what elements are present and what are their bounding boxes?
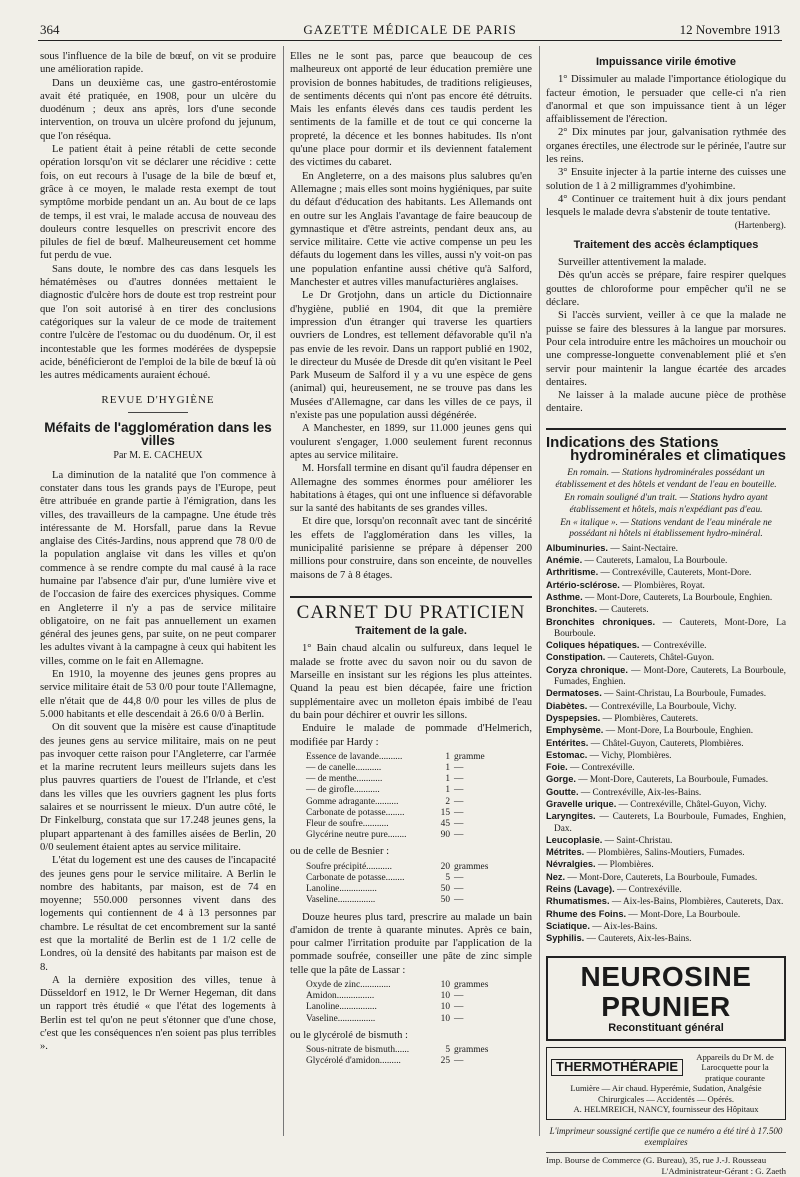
formula-unit: grammes bbox=[454, 861, 489, 872]
formula-unit: gramme bbox=[454, 751, 485, 762]
thermotherapie-advert bbox=[546, 1047, 786, 1120]
formula-row bbox=[306, 763, 532, 774]
station-places: — Cauterets. bbox=[599, 605, 649, 616]
station-condition: Dyspepsies. bbox=[546, 712, 601, 723]
station-condition: Arthritisme. bbox=[546, 567, 599, 578]
thermo-line: A. HELMREICH, NANCY, fournisseur des Hôpitaux bbox=[573, 1104, 759, 1115]
formula-name: Glycérine neutre pure........ bbox=[306, 830, 407, 841]
station-places: — Cauterets, Mont-Dore, La Bourboule. bbox=[554, 617, 786, 639]
formula-row bbox=[306, 797, 532, 808]
formula-qty: 10 bbox=[440, 1002, 450, 1013]
legend-note: En romain. — Stations hydrominérales possédant un établissement et des hôtels et vendant de l'eau en bouteille. bbox=[555, 468, 777, 490]
station-places: — Vichy, Plombières. bbox=[589, 750, 672, 761]
column-2 bbox=[290, 50, 532, 1135]
station-condition: Entérites. bbox=[546, 737, 589, 748]
paragraph: 1° Dissimuler au malade l'importance étiologique du facteur émotion, le persuader que celle-ci n'a rien d'anormal et que son impuissance tient à un léger affaiblissement de l'érection. bbox=[546, 74, 786, 126]
formula-row bbox=[306, 862, 532, 873]
paragraph: 1° Bain chaud alcalin ou sulfureux, dans lequel le malade se frotte avec du savon noir ou du savon de Marseille en insistant sur les régions les plus atteintes. Quand la peau est bien décapée, faire une friction supplémentaire avec un molleton épais imbibé de l'eau du bain pour déchirer et ouvrir les sillons. bbox=[290, 643, 532, 721]
station-places: — Aix-les-Bains, Plombières, Cauterets, Dax. bbox=[611, 897, 784, 908]
paragraph: Le patient était à peine rétabli de cette seconde opération lorsqu'on vit se déclarer une récidive : cette fois, on eut recours à l'usage de la bile de bœuf et, grâce à ce moyen, le malade resta exempt de tout symptôme morbide pendant un an. Au bout de ce laps de temps, il est vrai, le malade accusa de nouveau des douleurs contre lesquelles on prescrivit encore des pilules de fiel de bœuf. Malheureusement cet homme fut perdu de vue. bbox=[40, 144, 276, 262]
formula-besnier bbox=[306, 862, 532, 907]
paragraph: Si l'accès survient, veiller à ce que la malade ne puisse se faire des blessures à la langue par morsures. Pour cela introduire entre les mâchoires un mouchoir ou une compresse-longuette convenablement plié et s'en servir pour maintenir la langue écartée des arcades dentaires. bbox=[546, 310, 786, 388]
section-heading: REVUE D'HYGIÈNE bbox=[101, 394, 215, 407]
paragraph: Enduire le malade de pommade d'Helmerich, modifiée par Hardy : bbox=[290, 723, 532, 748]
paragraph: 2° Dix minutes par jour, galvanisation rythmée des organes érectiles, une électrode sur le périnée, l'autre sur les reins. bbox=[546, 127, 786, 166]
formula-qty: 2 bbox=[445, 796, 450, 807]
station-places: — Châtel-Guyon, Cauterets, Plombières. bbox=[590, 738, 744, 749]
station-condition: Gravelle urique. bbox=[546, 798, 617, 809]
paragraph: 3° Ensuite injecter à la partie interne des cuisses une solution de 1 à 2 milligrammes d'yohimbine. bbox=[546, 167, 786, 192]
paragraph: M. Horsfall termine en disant qu'il faudra dépenser en Allemagne des sommes énormes pour améliorer les habitations à étages, qui ont une influence si défavorable sur la santé des habitants de ses grandes villes. bbox=[290, 463, 532, 515]
formula-unit: — bbox=[454, 1002, 464, 1013]
station-entry bbox=[546, 543, 786, 555]
station-entry bbox=[546, 665, 786, 689]
formula-qty: 15 bbox=[440, 807, 450, 818]
station-entry bbox=[546, 909, 786, 921]
station-entry bbox=[546, 933, 786, 945]
station-entry bbox=[546, 750, 786, 762]
formula-row bbox=[306, 980, 532, 991]
formula-row bbox=[306, 785, 532, 796]
formula-qty: 5 bbox=[445, 872, 450, 883]
station-places: — Contrexéville. bbox=[570, 763, 635, 774]
formula-row bbox=[306, 1045, 532, 1056]
section-rule bbox=[128, 412, 188, 413]
paragraph: ou le glycérolé de bismuth : bbox=[290, 1029, 408, 1041]
legend-note: En « italique ». — Stations vendant de l'eau minérale ne possédant ni hôtels ni établissement hydro-minéral. bbox=[560, 517, 772, 540]
formula-name: Lanoline................ bbox=[306, 884, 377, 895]
paragraph: Ne laisser à la malade aucune pièce de prothèse dentaire. bbox=[546, 390, 786, 415]
journal-title: GAZETTE MÉDICALE DE PARIS bbox=[303, 22, 517, 37]
column-divider bbox=[283, 46, 284, 1136]
station-entry bbox=[546, 604, 786, 616]
paragraph: ou de celle de Besnier : bbox=[290, 846, 390, 858]
paragraph: Dès qu'un accès se prépare, faire respirer quelques gouttes de chloroforme pour empêcher qu'il ne se déclare. bbox=[546, 270, 786, 309]
station-places: — Cauterets, Lamalou, La Bourboule. bbox=[584, 556, 728, 567]
formula-unit: — bbox=[454, 774, 464, 785]
formula-unit: — bbox=[454, 1013, 464, 1024]
ad-brand: NEUROSINE PRUNIER bbox=[580, 960, 752, 1022]
formula-unit: — bbox=[454, 830, 464, 841]
station-places: — Saint-Christau. bbox=[604, 835, 673, 846]
station-entry bbox=[546, 799, 786, 811]
column-1 bbox=[40, 50, 276, 1135]
formula-unit: — bbox=[454, 872, 464, 883]
paragraph: La diminution de la natalité que l'on commence à constater dans tous les grands pays de l'Europe, peut être attribuée en grande partie à l'émigration, dans les villes, des travailleurs de la campagne. Une étude très intéressante de M. Horsfall, parue dans la Revue anglaise des Cités-Jardins, nous apprend que 78 0/0 de la population anglaise vit dans les villes et qu'on commence à se rendre compte du mal causé à la race humaine par l'absence d'air pur, d'une lumière vive et de l'occasion de faire des exercices physiques. Comme en Angleterre il n'y a pas de service militaire obligatoire, on ne fait pas annuellement un examen général des jeunes gens, par suite, on ne peut comparer les adultes vivant à la campagne à ceux qui habitent les villes, comme on le fait en Allemagne. bbox=[40, 469, 276, 667]
formula-unit: — bbox=[454, 819, 464, 830]
station-condition: Goutte. bbox=[546, 786, 579, 797]
station-condition: Estomac. bbox=[546, 749, 588, 760]
eclamptiques-title: Traitement des accès éclamptiques bbox=[573, 238, 759, 251]
formula-name: Gomme adragante.......... bbox=[306, 796, 399, 807]
formula-qty: 10 bbox=[440, 991, 450, 1002]
formula-row bbox=[306, 1002, 532, 1013]
page-header bbox=[40, 22, 780, 40]
legend-note: En romain souligné d'un trait. — Stations hydro ayant établissement et hôtels, mais n'expédiant pas d'eau. bbox=[564, 493, 768, 515]
station-entry bbox=[546, 872, 786, 884]
formula-qty: 1 bbox=[445, 763, 450, 774]
column-divider bbox=[539, 46, 540, 1136]
formula-row bbox=[306, 884, 532, 895]
station-places: — Contrexéville. bbox=[641, 641, 707, 652]
formula-unit: — bbox=[454, 807, 464, 818]
station-places: — Contrexéville, La Bourboule, Vichy. bbox=[589, 701, 737, 712]
author-credit: (Hartenberg). bbox=[734, 220, 786, 231]
ad-slogan: Reconstituant général bbox=[608, 1021, 724, 1034]
article-byline: Par M. E. CACHEUX bbox=[113, 450, 203, 462]
station-entry bbox=[546, 567, 786, 579]
station-places: — Plombières, Cauterets. bbox=[602, 713, 699, 724]
formula-name: Oxyde de zinc............. bbox=[306, 980, 391, 991]
station-places: — Cauterets, La Bourboule, Fumades, Enghien, Dax. bbox=[554, 812, 787, 834]
paragraph: Douze heures plus tard, prescrire au malade un bain d'amidon de trente à quarante minutes. Après ce bain, pour calmer l'irritation produite par l'application de la pommade soufrée, conseiller une pâte de zinc simple telle que la pâte de Lassar : bbox=[290, 911, 532, 976]
station-condition: Artério-sclérose. bbox=[546, 579, 620, 590]
paragraph: Le Dr Grotjohn, dans un article du Dictionnaire d'hygiène, publié en 1904, dit que la première impression d'un étranger qui traverse les quartiers ouvriers de Londres, est tellement défavorable qu'il n'a pas envie de les revoir. Dans un rapport publié en 1902, le directeur du Musée de Dresde dit qu'en visitant le Peel Park Museum de Salford il y a vu une espèce de gens (animal) qui, heureusement, ne se trouve pas dans les Musées d'Allemagne, car dans les villes de ce pays, il n'existe pas une population aussi dégénérée. bbox=[290, 290, 532, 422]
issue-date: 12 Novembre 1913 bbox=[679, 22, 780, 37]
station-entry bbox=[546, 580, 786, 592]
formula-row bbox=[306, 873, 532, 884]
formula-qty: 1 bbox=[445, 774, 450, 785]
formula-name: — de menthe........... bbox=[306, 774, 383, 785]
station-entry bbox=[546, 617, 786, 641]
station-entry bbox=[546, 884, 786, 896]
formula-row bbox=[306, 895, 532, 906]
gale-title: Traitement de la gale. bbox=[355, 625, 467, 638]
station-entry bbox=[546, 701, 786, 713]
station-condition: Coryza chronique. bbox=[546, 664, 628, 675]
formula-unit: grammes bbox=[454, 1045, 489, 1056]
station-places: — Cauterets, Châtel-Guyon. bbox=[607, 653, 715, 664]
station-places: — Mont-Dore, Cauterets, La Bourboule, Enghien. bbox=[585, 592, 773, 603]
station-entry bbox=[546, 652, 786, 664]
formula-row bbox=[306, 752, 532, 763]
formula-qty: 45 bbox=[440, 819, 450, 830]
formula-name: Carbonate de potasse........ bbox=[306, 872, 405, 883]
station-places: — Contrexéville. bbox=[617, 885, 682, 896]
station-entry bbox=[546, 762, 786, 774]
formula-qty: 1 bbox=[445, 785, 450, 796]
admin-line: L'Administrateur-Gérant : G. Zaeth bbox=[661, 1165, 786, 1176]
imprint bbox=[546, 1152, 786, 1177]
formula-lassar bbox=[306, 980, 532, 1025]
formula-name: Fleur de soufre........... bbox=[306, 819, 389, 830]
station-condition: Anémie. bbox=[546, 555, 583, 566]
station-condition: Névralgies. bbox=[546, 859, 596, 870]
formula-qty: 25 bbox=[440, 1056, 450, 1067]
thermo-line: Appareils du Dr M. de Larocquette pour la pratique courante bbox=[696, 1051, 774, 1083]
station-places: — Mont-Dore, Cauterets, La Bourboule, Fumades. bbox=[578, 775, 769, 786]
station-condition: Constipation. bbox=[546, 652, 606, 663]
thermo-name: THERMOTHÉRAPIE bbox=[551, 1059, 683, 1076]
formula-name: Lanoline................ bbox=[306, 1002, 377, 1013]
paragraph: Surveiller attentivement la malade. bbox=[558, 257, 707, 269]
station-condition: Leucoplasie. bbox=[546, 834, 603, 845]
formula-row bbox=[306, 808, 532, 819]
station-condition: Métrites. bbox=[546, 847, 585, 858]
station-condition: Diabètes. bbox=[546, 700, 588, 711]
formula-qty: 1 bbox=[445, 751, 450, 762]
station-places: — Contrexéville, Aix-les-Bains. bbox=[580, 787, 702, 798]
paragraph: Dans un deuxième cas, une gastro-entérostomie avait été pratiquée, en 1908, pour un ulcère du duodénum ; deux ans après, lors d'une seconde intervention, on trouva un ulcère profond du jejunum, que l'on réséqua. bbox=[40, 77, 276, 142]
formula-row bbox=[306, 830, 532, 841]
station-places: — Mont-Dore, La Bourboule. bbox=[628, 909, 741, 920]
formula-name: Carbonate de potasse........ bbox=[306, 807, 405, 818]
formula-unit: — bbox=[454, 884, 464, 895]
station-condition: Rhumatismes. bbox=[546, 896, 610, 907]
station-places: — Saint-Christau, La Bourboule, Fumades. bbox=[604, 689, 767, 700]
formula-name: — de canelle........... bbox=[306, 763, 382, 774]
formula-name: Essence de lavande.......... bbox=[306, 751, 403, 762]
formula-unit: — bbox=[454, 991, 464, 1002]
paragraph: A la dernière exposition des villes, tenue à Düsseldorf en 1912, le Dr Werner Hegeman, dit dans un rapport très étudié « que l'état des logements à Berlin est tel qu'on ne peut s'étonner que d'une chose, c'est que les conséquences n'en soient pas plus terribles ». bbox=[40, 974, 276, 1053]
paragraph: Sans doute, le nombre des cas dans lesquels les hématémèses ou d'autres données mettaient le diagnostic d'ulcère hors de doute est trop restreint pour que l'on soit autorisé à en tirer des conclusions catégoriques sur la valeur de ce mode de traitement contre l'ulcère de l'estomac ou du duodénum. Or, il est incontestable que les formes modérées de dyspepsie acide, bénéficieront de l'emploi de la bile de bœuf là où les autres médicaments auraient échoué. bbox=[40, 263, 276, 382]
formula-unit: — bbox=[454, 763, 464, 774]
formula-qty: 10 bbox=[440, 980, 450, 991]
formula-helmerich bbox=[306, 752, 532, 842]
station-condition: Nez. bbox=[546, 871, 566, 882]
station-condition: Gorge. bbox=[546, 774, 576, 785]
formula-name: Amidon................ bbox=[306, 991, 375, 1002]
formula-qty: 5 bbox=[445, 1045, 450, 1056]
formula-qty: 50 bbox=[440, 884, 450, 895]
paragraph: A Manchester, en 1899, sur 11.000 jeunes gens qui voulurent s'engager, 1.000 seulement furent reconnus aptes au service militaire. bbox=[290, 423, 532, 461]
station-condition: Albuminuries. bbox=[546, 542, 608, 553]
printer-line: Imp. Bourse de Commerce (G. Bureau), 35, rue J.-J. Rousseau bbox=[546, 1154, 767, 1165]
thermo-line: Lumière — Air chaud. Hyperémie, Sudation, Analgésie Chirurgicales — Accidentés — Opérés. bbox=[570, 1083, 762, 1104]
paragraph: Elles ne le sont pas, parce que beaucoup de ces malheureux ont apporté de leur éducation première une provision de bonnes habitudes, de traditions religieuses, de sentiments décents qui n'ont pas encore été détruits. Mais les enfants élevés dans ces taudis perdent les sentiments de la famille et de tout ce qui concerne la propreté, la décence et les bonnes habitudes. Ils n'ont qu'une place pour dormir et ils deviennent fatalement des victimes du cabaret. bbox=[290, 51, 532, 169]
formula-unit: — bbox=[454, 895, 464, 906]
paragraph: Et dire que, lorsqu'on reconnaît avec tant de sincérité les effets de l'agglomération dans les villes, la municipalité parisienne se prépare à dépenser 200 millions pour construire, dans son enceinte, de nouvelles maisons de 7 à 8 étages. bbox=[290, 516, 532, 581]
paragraph: En 1910, la moyenne des jeunes gens propres au service militaire était de 53 0/0 pour toute l'Allemagne, elle n'était que de 44,8 0/0 pour les villes de plus de 5.000 habitants et elle descendait à 26.6 0/0 à Berlin. bbox=[40, 669, 276, 720]
station-entry bbox=[546, 688, 786, 700]
carnet-heading: CARNET DU PRATICIEN bbox=[290, 596, 532, 619]
formula-unit: grammes bbox=[454, 980, 489, 991]
station-places: — Contrexéville, Châtel-Guyon, Vichy. bbox=[618, 799, 767, 810]
stations-subheading: hydrominérales et climatiques bbox=[570, 447, 786, 465]
station-entry bbox=[546, 835, 786, 847]
paragraph: 4° Continuer ce traitement huit à dix jours pendant lesquels le malade devra s'abstenir de toute tentative. bbox=[546, 193, 786, 219]
formula-qty: 20 bbox=[440, 861, 450, 872]
station-condition: Laryngites. bbox=[546, 811, 596, 822]
print-run-note: L'imprimeur soussigné certifie que ce numéro a été tiré à 17.500 exemplaires bbox=[549, 1125, 783, 1147]
paragraph: En Angleterre, on a des maisons plus salubres qu'en Allemagne ; mais elles sont moins hygiéniques, par suite du défaut d'éducation des habitants. Les Allemands ont en outre sur les Anglais l'avantage de faire beaucoup de gymnastique et d'être astreints, pendant deux ans, au service militaire. Cette vie active compense un peu les défauts du logement dans les villes, aussi n'y voit-on pas une population enfantine aussi chétive qu'à Salford, Manchester et autres villes manufacturières anglaises. bbox=[290, 170, 532, 289]
station-condition: Sciatique. bbox=[546, 920, 590, 931]
paragraph: L'état du logement est une des causes de l'incapacité des jeunes gens pour le service militaire. A Berlin le nombre des habitants, par maison, est de 74 en moyenne; 550.000 personnes vivent dans des logements qui contiennent de 4 à 13 personnes par chambre. Le résultat de cet encombrement sur la santé est que la mortalité de Berlin est de 1 1/2 celle de Londres, où la densité des habitants par maison est de 8. bbox=[40, 855, 276, 973]
station-condition: Bronchites chroniques. bbox=[546, 616, 656, 627]
formula-row bbox=[306, 774, 532, 785]
station-entry bbox=[546, 774, 786, 786]
impuissance-title: Impuissance virile émotive bbox=[595, 56, 736, 68]
formula-row bbox=[306, 991, 532, 1002]
formula-name: Vaseline................ bbox=[306, 895, 376, 906]
station-places: — Plombières. bbox=[597, 860, 654, 871]
station-entry bbox=[546, 738, 786, 750]
station-entry bbox=[546, 725, 786, 737]
station-entry bbox=[546, 896, 786, 908]
formula-row bbox=[306, 1056, 532, 1067]
station-entry bbox=[546, 592, 786, 604]
stations-heading: Indications des Stations bbox=[546, 428, 786, 449]
station-places: — Aix-les-Bains. bbox=[592, 921, 658, 932]
station-places: — Contrexéville, Cauterets, Mont-Dore. bbox=[600, 568, 752, 579]
formula-name: — de girofle........... bbox=[306, 785, 380, 796]
formula-qty: 50 bbox=[440, 895, 450, 906]
formula-unit: — bbox=[454, 1056, 464, 1067]
station-places: — Mont-Dore, Cauterets, La Bourboule, Fumades, Enghien. bbox=[554, 665, 786, 688]
paragraph: sous l'influence de la bile de bœuf, on vit se produire une amélioration rapide. bbox=[40, 51, 276, 76]
station-places: — Saint-Nectaire. bbox=[610, 543, 678, 554]
column-3 bbox=[546, 50, 787, 1176]
station-places: — Cauterets, Aix-les-Bains. bbox=[586, 934, 692, 945]
station-entry bbox=[546, 555, 786, 567]
station-places: — Mont-Dore, Cauterets, La Bourboule, Fumades. bbox=[567, 872, 758, 883]
formula-row bbox=[306, 819, 532, 830]
station-entry bbox=[546, 713, 786, 725]
neurosine-advert bbox=[546, 956, 786, 1041]
paragraph: On dit souvent que la misère est cause d'inaptitude des jeunes gens au service militaire, mais on ne peut pas invoquer cette raison pour l'Angleterre, car l'armée et la marine recrutent leurs meilleurs sujets dans les plus pauvres quartiers de l'ouest de l'Irlande, et c'est dans les villes que les ouvriers gagnent les plus forts salaires et se nourrissent le mieux. D'un autre côté, le Dr Finkelburg, constata que sur 17.248 jeunes gens, la plupart appartenant à des familles aisées de Berlin, 20 0/0 seulement étaient aptes au service militaire. bbox=[40, 722, 276, 853]
station-condition: Rhume des Foins. bbox=[546, 908, 627, 919]
page-number: 364 bbox=[40, 22, 60, 37]
formula-bismuth bbox=[306, 1045, 532, 1067]
station-condition: Asthme. bbox=[546, 591, 583, 602]
station-condition: Dermatoses. bbox=[546, 688, 602, 699]
formula-unit: — bbox=[454, 796, 464, 807]
article-title: Méfaits de l'agglomération dans les villes bbox=[44, 419, 272, 449]
formula-unit: — bbox=[454, 785, 464, 796]
formula-qty: 10 bbox=[440, 1013, 450, 1024]
formula-qty: 90 bbox=[440, 830, 450, 841]
formula-name: Soufre précipité........... bbox=[306, 861, 392, 872]
station-places: — Plombières, Salins-Moutiers, Fumades. bbox=[586, 848, 745, 859]
station-entry bbox=[546, 640, 786, 652]
station-condition: Foie. bbox=[546, 762, 568, 773]
header-rule bbox=[38, 40, 782, 41]
station-places: — Plombières, Royat. bbox=[622, 580, 705, 591]
formula-name: Glycérolé d'amidon......... bbox=[306, 1056, 401, 1067]
station-entry bbox=[546, 921, 786, 933]
station-places: — Mont-Dore, La Bourboule, Enghien. bbox=[605, 726, 754, 737]
station-entry bbox=[546, 811, 786, 835]
station-condition: Bronchites. bbox=[546, 604, 598, 615]
station-condition: Emphysème. bbox=[546, 725, 604, 736]
station-condition: Coliques hépatiques. bbox=[546, 640, 640, 651]
formula-name: Sous-nitrate de bismuth...... bbox=[306, 1045, 410, 1056]
stations-list bbox=[546, 543, 786, 946]
formula-name: Vaseline................ bbox=[306, 1013, 376, 1024]
station-entry bbox=[546, 787, 786, 799]
station-condition: Reins (Lavage). bbox=[546, 884, 615, 895]
station-entry bbox=[546, 847, 786, 859]
station-entry bbox=[546, 859, 786, 871]
formula-row bbox=[306, 1014, 532, 1025]
station-condition: Syphilis. bbox=[546, 933, 585, 944]
